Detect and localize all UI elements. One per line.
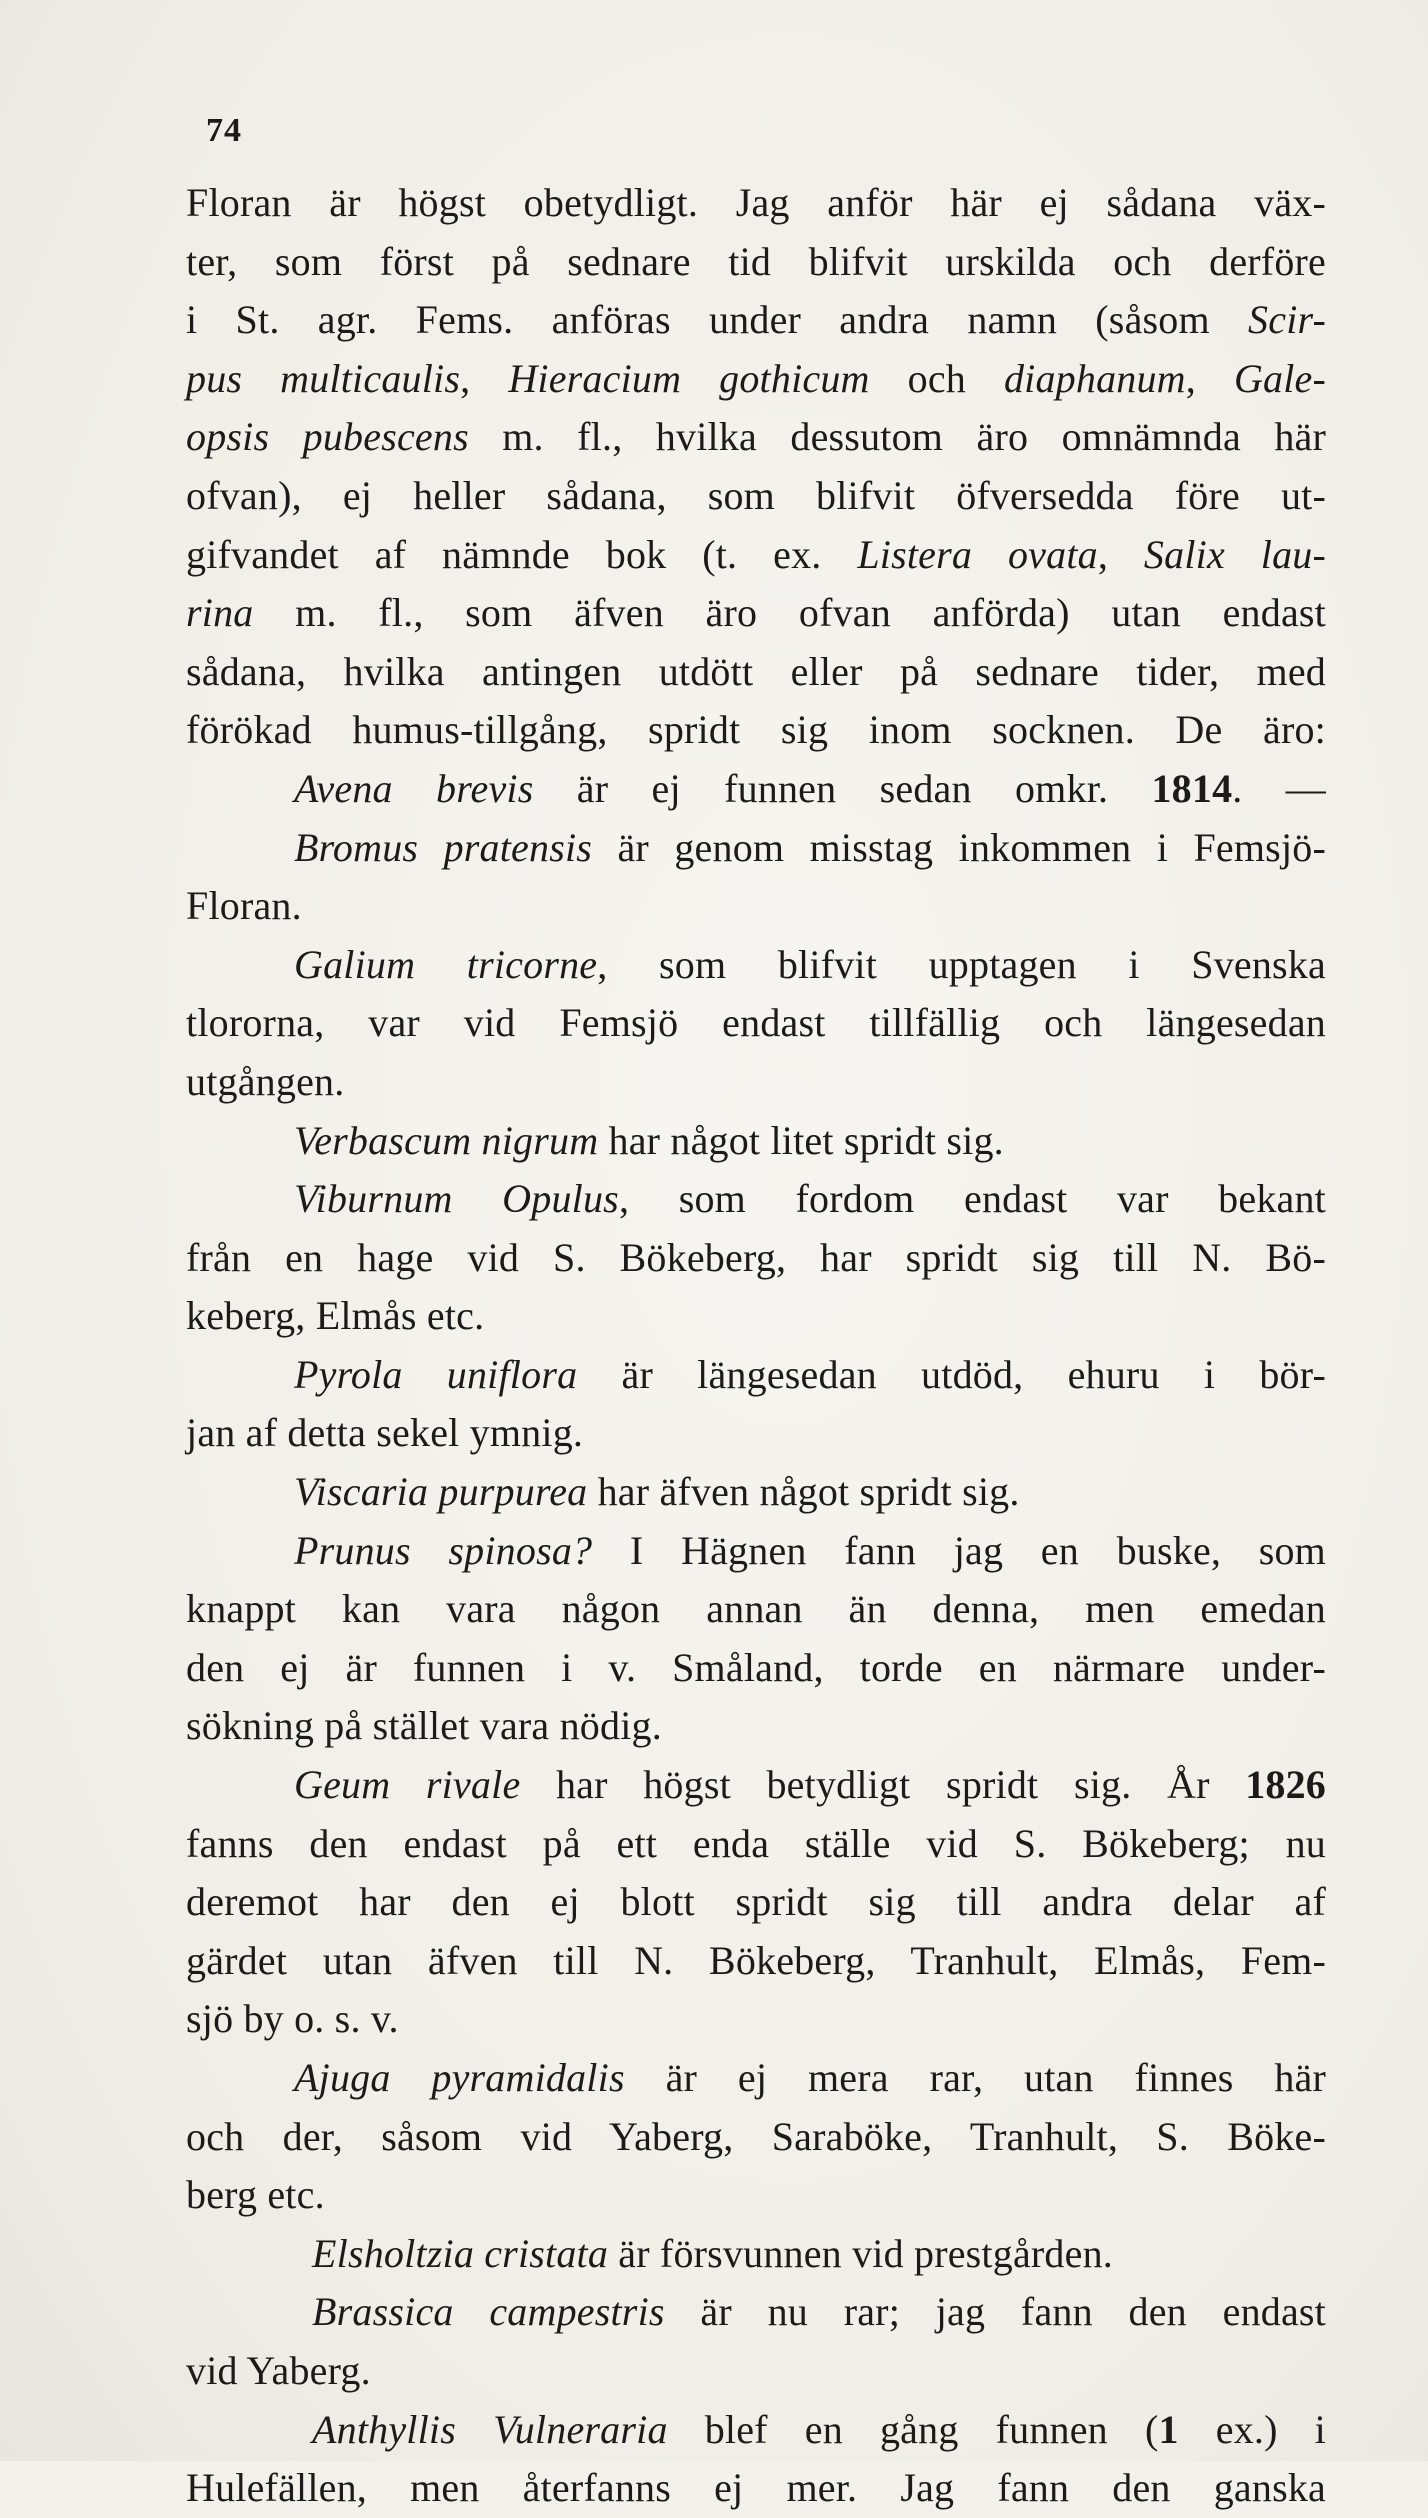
text-line: Viburnum Opulus, som fordom endast var bekant <box>294 1176 1326 1222</box>
text-line: deremot har den ej blott spridt sig till andra delar af <box>186 1879 1326 1925</box>
body-text <box>186 174 1326 2518</box>
text-line: den ej är funnen i v. Småland, torde en närmare under- <box>186 1644 1326 1690</box>
text-line: Brassica campestris är nu rar; jag fann den endast <box>312 2289 1326 2335</box>
text-line: Viscaria purpurea har äfven något spridt sig. <box>294 1469 1020 1515</box>
text-line: Prunus spinosa? I Hägnen fann jag en buske, som <box>294 1527 1326 1573</box>
text-line: gärdet utan äfven till N. Bökeberg, Tranhult, Elmås, Fem- <box>186 1937 1326 1983</box>
text-line: Elsholtzia cristata är försvunnen vid prestgården. <box>312 2230 1113 2276</box>
text-line: förökad humus-tillgång, spridt sig inom socknen. De äro: <box>186 707 1326 753</box>
text-line: sådana, hvilka antingen utdött eller på sednare tider, med <box>186 648 1326 694</box>
text-line: Geum rivale har högst betydligt spridt sig. År 1826 <box>294 1762 1326 1808</box>
text-line: fanns den endast på ett enda ställe vid S. Bökeberg; nu <box>186 1820 1326 1866</box>
text-line: rina m. fl., som äfven äro ofvan anförda) utan endast <box>186 590 1326 636</box>
text-line: Hulefällen, men återfanns ej mer. Jag fann den ganska <box>186 2465 1326 2511</box>
text-line: Pyrola uniflora är längesedan utdöd, ehuru i bör- <box>294 1351 1326 1397</box>
text-line: gifvandet af nämnde bok (t. ex. Listera ovata, Salix lau- <box>186 531 1327 577</box>
text-line: Verbascum nigrum har något litet spridt sig. <box>294 1117 1004 1163</box>
text-line: i St. agr. Fems. anföras under andra namn (såsom Scir- <box>186 297 1326 343</box>
text-line: keberg, Elmås etc. <box>186 1293 485 1339</box>
text-line: ter, som först på sednare tid blifvit urskilda och derföre <box>186 238 1326 284</box>
text-line: knappt kan vara någon annan än denna, men emedan <box>186 1586 1326 1632</box>
text-line: Ajuga pyramidalis är ej mera rar, utan finnes här <box>294 2055 1327 2100</box>
text-line: utgången. <box>186 1058 345 1104</box>
text-line: och der, såsom vid Yaberg, Saraböke, Tranhult, S. Böke- <box>186 2113 1326 2159</box>
text-line: jan af detta sekel ymnig. <box>186 1410 584 1456</box>
page-number: 74 <box>206 112 242 149</box>
text-line: Avena brevis är ej funnen sedan omkr. 1814. — <box>294 765 1326 811</box>
text-line: Floran är högst obetydligt. Jag anför här ej sådana väx- <box>186 180 1326 225</box>
text-line: pus multicaulis, Hieracium gothicum och diaphanum, Gale- <box>186 355 1327 401</box>
text-line: sjö by o. s. v. <box>186 1996 399 2042</box>
text-line: tlororna, var vid Femsjö endast tillfällig och längesedan <box>186 1000 1326 1046</box>
text-line: Galium tricorne, som blifvit upptagen i Svenska <box>294 941 1326 987</box>
text-line: berg etc. <box>186 2172 325 2218</box>
text-line: Anthyllis Vulneraria blef en gång funnen (1 ex.) i <box>312 2406 1326 2452</box>
text-line: Bromus pratensis är genom misstag inkommen i Femsjö- <box>294 824 1326 870</box>
text-line: opsis pubescens m. fl., hvilka dessutom äro omnämnda här <box>186 414 1326 460</box>
text-line: ofvan), ej heller sådana, som blifvit öfversedda före ut- <box>186 472 1326 518</box>
text-line: vid Yaberg. <box>186 2347 371 2393</box>
text-line: Floran. <box>186 883 302 929</box>
text-line: sökning på stället vara nödig. <box>186 1703 662 1749</box>
text-line: från en hage vid S. Bökeberg, har spridt sig till N. Bö- <box>186 1234 1326 1280</box>
